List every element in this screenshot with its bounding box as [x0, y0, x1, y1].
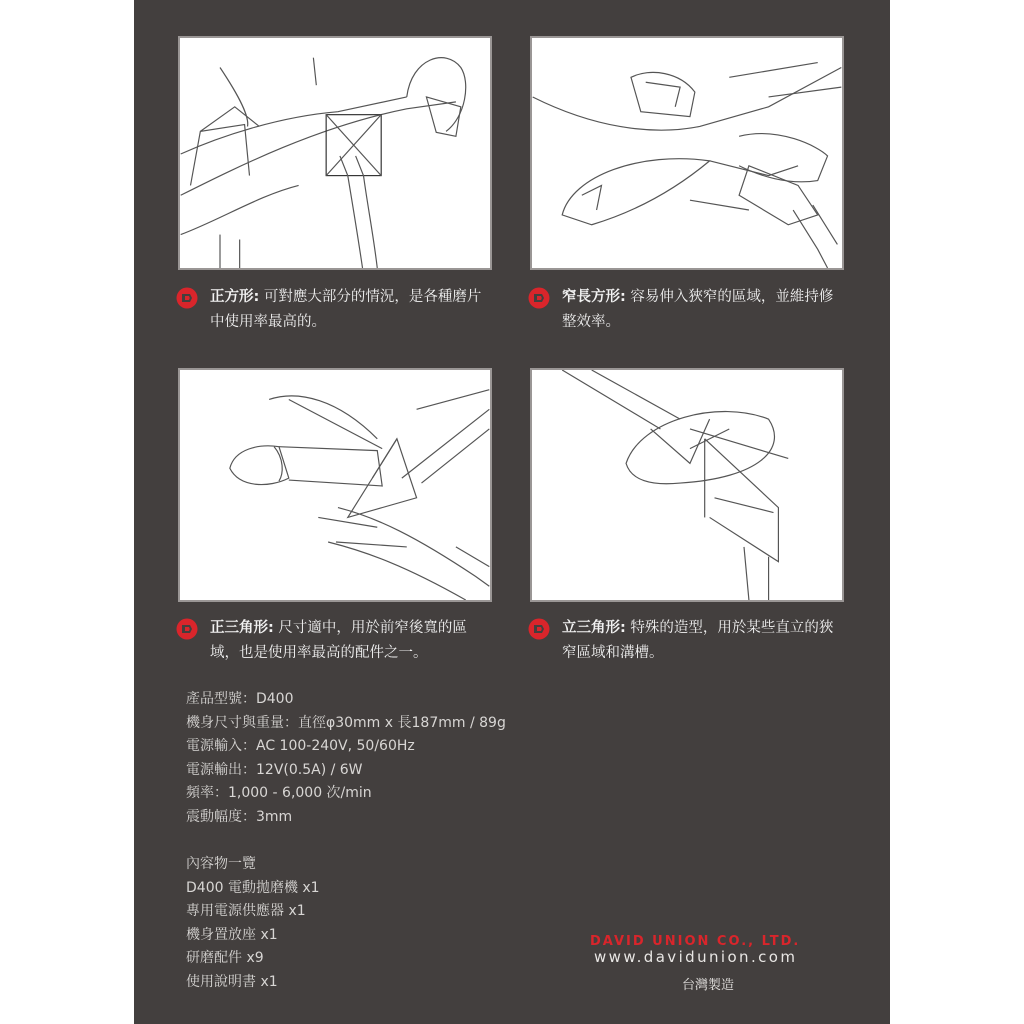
- caption-heading: 正方形:: [210, 289, 260, 305]
- contents-item: 研磨配件 x9: [186, 950, 264, 967]
- contents-item: 機身置放座 x1: [186, 926, 278, 943]
- company-name: DAVID UNION CO., LTD.: [590, 934, 801, 949]
- spec-size-weight: 機身尺寸與重量：直徑φ30mm x 長187mm / 89g: [186, 714, 506, 731]
- illustration-square-pad: [178, 36, 492, 270]
- illustration-narrow-rectangle-pad: [530, 36, 844, 270]
- illustration-standing-triangle-pad: [530, 368, 844, 602]
- caption-triangle: [176, 616, 494, 666]
- brand-logo-icon: [176, 618, 198, 640]
- caption-heading: 立三角形:: [562, 620, 626, 636]
- caption-heading: 正三角形:: [210, 620, 274, 636]
- caption-body: 特殊的造型，用於某些直立的狹窄區域和溝槽。: [562, 620, 834, 661]
- made-in-label: 台灣製造: [682, 978, 735, 993]
- contents-item: D400 電動拋磨機 x1: [186, 879, 320, 896]
- brand-logo-icon: [176, 287, 198, 309]
- spec-list: [186, 688, 506, 830]
- illustration-triangle-pad: [178, 368, 492, 602]
- caption-narrow-rectangle: [528, 285, 846, 335]
- contents-item: 使用說明書 x1: [186, 973, 278, 990]
- caption-heading: 窄長方形:: [562, 289, 626, 305]
- caption-body: 可對應大部分的情況，是各種磨片中使用率最高的。: [210, 289, 482, 330]
- spec-power-output: 電源輸出：12V(0.5A) / 6W: [186, 761, 363, 778]
- website-url: www.davidunion.com: [594, 948, 798, 966]
- spec-model: 產品型號：D400: [186, 691, 294, 707]
- spec-power-input: 電源輸入：AC 100-240V, 50/60Hz: [186, 738, 415, 755]
- contents-list: [186, 853, 320, 995]
- spec-amplitude: 震動幅度：3mm: [186, 808, 293, 825]
- caption-square: [176, 285, 494, 335]
- caption-body: 尺寸適中，用於前窄後寬的區域，也是使用率最高的配件之一。: [210, 620, 467, 661]
- contents-item: 專用電源供應器 x1: [186, 903, 306, 920]
- brand-logo-icon: [528, 287, 550, 309]
- spec-frequency: 頻率：1,000 - 6,000 次/min: [186, 785, 372, 802]
- brand-logo-icon: [528, 618, 550, 640]
- contents-title: 內容物一覽: [186, 856, 256, 872]
- caption-body: 容易伸入狹窄的區域，並維持修整效率。: [562, 289, 834, 330]
- caption-standing-triangle: [528, 616, 846, 666]
